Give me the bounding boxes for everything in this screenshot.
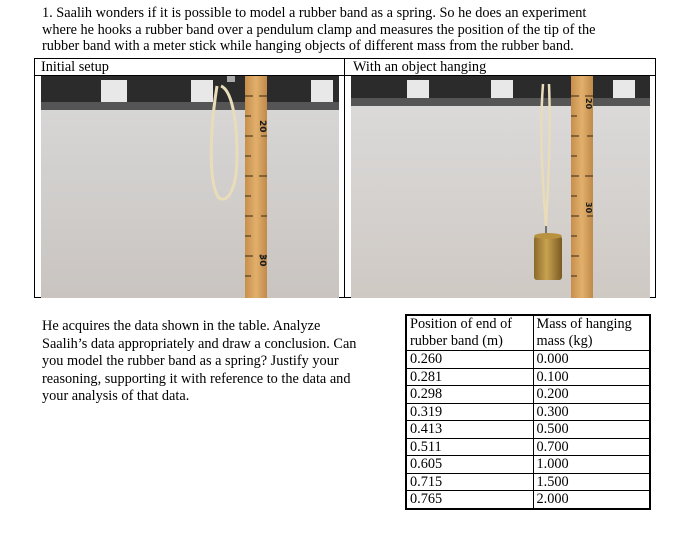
mass-cell: 1.000 <box>533 456 650 474</box>
ruler-mark-20: 20 <box>257 120 267 133</box>
table-row <box>406 386 650 404</box>
position-cell: 0.298 <box>406 386 533 404</box>
column-divider <box>344 59 345 297</box>
prompt-line: Saalih’s data appropriately and draw a conclusion. Can <box>42 335 357 352</box>
position-cell: 0.281 <box>406 368 533 386</box>
position-cell: 0.260 <box>406 351 533 369</box>
position-column-header: Position of end of rubber band (m) <box>406 315 533 351</box>
photo-table <box>34 58 656 298</box>
table-row <box>406 473 650 491</box>
position-cell: 0.765 <box>406 491 533 509</box>
position-cell: 0.413 <box>406 421 533 439</box>
table-row <box>406 438 650 456</box>
ruler-mark-30: 30 <box>257 254 267 267</box>
initial-setup-caption: Initial setup <box>41 59 109 75</box>
mass-cell: 0.200 <box>533 386 650 404</box>
table-row <box>406 421 650 439</box>
table-row <box>406 368 650 386</box>
position-cell: 0.511 <box>406 438 533 456</box>
mass-column-header: Mass of hanging mass (kg) <box>533 315 650 351</box>
mass-cell: 0.500 <box>533 421 650 439</box>
analysis-prompt <box>42 318 392 406</box>
position-cell: 0.319 <box>406 403 533 421</box>
prompt-line: your analysis of that data. <box>42 388 190 404</box>
table-row <box>406 491 650 509</box>
question-intro <box>42 5 682 55</box>
table-row <box>406 403 650 421</box>
position-cell: 0.715 <box>406 473 533 491</box>
intro-line: rubber band with a meter stick while hanging objects of different mass from the rubber band. <box>42 38 574 54</box>
table-header-row <box>406 315 650 351</box>
mass-cell: 0.100 <box>533 368 650 386</box>
ruler-mark-20: 20 <box>584 98 593 110</box>
prompt-line: you model the rubber band as a spring? Justify your <box>42 353 339 369</box>
mass-cell: 0.700 <box>533 438 650 456</box>
data-table <box>405 314 651 510</box>
mass-cell: 1.500 <box>533 473 650 491</box>
mass-cell: 2.000 <box>533 491 650 509</box>
intro-line: 1. Saalih wonders if it is possible to model a rubber band as a spring. So he does an experiment <box>42 5 587 21</box>
object-hanging-caption: With an object hanging <box>353 59 487 75</box>
position-cell: 0.605 <box>406 456 533 474</box>
table-row <box>406 456 650 474</box>
intro-line: where he hooks a rubber band over a pendulum clamp and measures the position of the tip of the <box>42 21 596 38</box>
prompt-line: He acquires the data shown in the table. Analyze <box>42 318 321 334</box>
object-hanging-photo <box>351 76 650 298</box>
ruler-mark-30: 30 <box>584 202 593 214</box>
mass-cell: 0.000 <box>533 351 650 369</box>
table-row <box>406 351 650 369</box>
mass-cell: 0.300 <box>533 403 650 421</box>
prompt-line: reasoning, supporting it with reference to the data and <box>42 370 351 387</box>
initial-setup-photo <box>41 76 339 298</box>
